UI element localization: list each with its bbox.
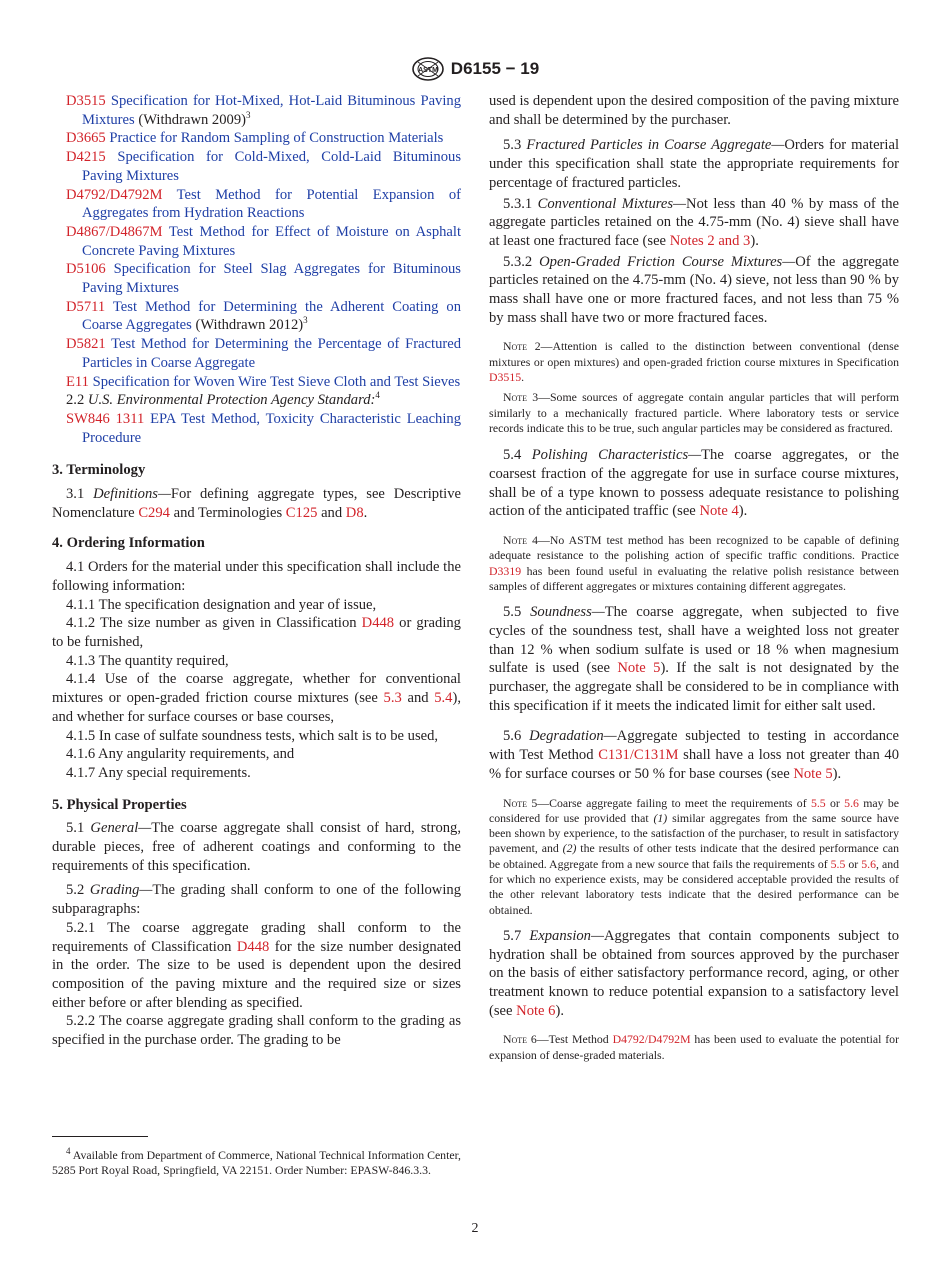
ref-suffix: (Withdrawn 2012) <box>191 317 304 334</box>
link-c294[interactable]: C294 <box>138 504 170 521</box>
ref-link-sw846[interactable]: SW846 1311 <box>66 410 145 427</box>
ref-code-link[interactable]: E11 <box>66 373 89 390</box>
astm-logo-icon <box>411 56 445 82</box>
section-5-5: 5.5 Soundness—The coarse aggregate, when subjected to five cycles of the soundness test, shall have a weighted loss not greater than 12 % when sodium sulfate is used or 18 % when magnesium sulfate is used (see Note 5). If the salt is not designated by the purchaser, the aggregate shall be considered to be in compliance with this specification if it meets the indicated limit for either salt used. <box>489 604 899 714</box>
note-2: Note 2—Attention is called to the distinction between conventional (dense mixtures or open mixtures) and open-graded friction course mixtures in Specification D3515. <box>489 339 900 385</box>
ref-suffix: (Withdrawn 2009) <box>134 111 246 128</box>
ref-code-link[interactable]: D4867/D4867M <box>66 223 163 240</box>
link-5-6-b[interactable]: 5.6 <box>861 856 876 871</box>
left-column <box>52 92 461 1050</box>
section-3-heading: 3. Terminology <box>52 462 146 479</box>
section-4-1: 4.1 Orders for the material under this specification shall include the following information: <box>52 559 461 594</box>
section-5-2-2: 5.2.2 The coarse aggregate grading shall conform to the grading as specified in the purchase order. The grading to be <box>52 1013 461 1049</box>
link-note-4[interactable]: Note 4 <box>699 503 739 520</box>
link-5-4[interactable]: 5.4 <box>434 690 453 707</box>
link-5-5-b[interactable]: 5.5 <box>830 856 846 871</box>
link-note-5-b[interactable]: Note 5 <box>793 765 833 782</box>
ref-title-sw846[interactable]: EPA Test Method, Toxicity Characteristic Leaching Procedure <box>82 410 461 446</box>
reference-item <box>52 148 461 185</box>
ref-code-link[interactable]: D3515 <box>66 93 106 109</box>
section-4-1-6: 4.1.6 Any angularity requirements, and <box>66 746 295 763</box>
link-note-5[interactable]: Note 5 <box>617 660 661 677</box>
ref-code-link[interactable]: D4215 <box>66 149 106 166</box>
reference-item <box>52 298 461 335</box>
section-5-2-1: 5.2.1 The coarse aggregate grading shall conform to the requirements of Classification D448 for the size number designated in the order. The size to be used is dependent upon the desired composition of the paving mixture and the required size or sizes either before or after blending as specified. <box>52 919 461 1011</box>
reference-item <box>52 92 461 129</box>
section-4-1-3: 4.1.3 The quantity required, <box>66 652 229 669</box>
document-id: D6155 − 19 <box>450 59 540 78</box>
note-3: Note 3—Some sources of aggregate contain angular particles that will perform similarly to a mechanically fractured particle. Where laboratory tests or service records indicate this to be true, such angular particles may be considered as fractured. <box>489 390 900 435</box>
section-5-3: 5.3 Fractured Particles in Coarse Aggregate—Orders for material under this specification shall state the appropriate requirements for percentage of fractured particles. <box>489 137 899 191</box>
section-2-2: 2.2 U.S. Environmental Protection Agency Standard:$^4$ <box>66 390 380 409</box>
reference-item <box>52 260 461 297</box>
note-4: Note 4—No ASTM test method has been recognized to be capable of defining adequate resistance to the polishing action of specific traffic conditions. Practice D3319 has been found useful in evaluating the relative polish resistance between samples of different aggregates or mixtures containing different aggregates. <box>489 533 899 593</box>
footnote-4: $^4$ Available from Department of Commerce, National Technical Information Center, 5285 Port Royal Road, Springfield, VA 22151. Order Number: EPASW-846.3.3. <box>52 1146 461 1178</box>
ref-footnote-mark: 3 <box>303 315 308 326</box>
link-d3319[interactable]: D3319 <box>489 563 522 578</box>
ref-code-link[interactable]: D4792/D4792M <box>66 186 163 203</box>
page-number: 2 <box>471 1221 479 1236</box>
section-5-1: 5.1 General—The coarse aggregate shall consist of hard, strong, durable pieces, free of adherent coatings and conforming to the requirements of this specification. <box>52 820 461 874</box>
link-d8[interactable]: D8 <box>345 504 364 521</box>
reference-item <box>52 129 461 148</box>
section-5-3-2: 5.3.2 Open-Graded Friction Course Mixtures—Of the aggregate particles retained on the 4.75-mm (No. 4) sieve, not less than 90 % by mass shall have one or more fractured faces, and not less than 75 % by mass shall have two or more fractured faces. <box>489 253 899 326</box>
note-5: Note 5—Coarse aggregate failing to meet the requirements of 5.5 or 5.6 may be considered for use provided that (1) similar aggregates from the same source have been shown by experience, to the satisfaction of the purchaser, to result in satisfactory pavement, and (2) the results of other tests indicate that the desired performance can be obtained. Aggregate from a new source that fails the requirements of 5.5 or 5.6, and for which no experience exists, may be considered acceptable provided the results of the other relevant laboratory tests indicate that the desired performance can be obtained. <box>489 795 900 917</box>
ref-title-link[interactable]: Specification for Steel Slag Aggregates for Bituminous Paving Mixtures <box>82 261 461 297</box>
section-5-2: 5.2 Grading—The grading shall conform to one of the following subparagraphs: <box>52 882 461 918</box>
logo-text: ASTM <box>417 67 438 74</box>
page-header <box>0 56 950 82</box>
link-notes-2-3[interactable]: Notes 2 and 3 <box>669 232 751 249</box>
link-5-5[interactable]: 5.5 <box>810 795 826 810</box>
section-2-2-title: U.S. Environmental Protection Agency Standard: <box>87 392 376 409</box>
ref-code-link[interactable]: D5106 <box>66 261 106 278</box>
ref-title-link[interactable]: Specification for Woven Wire Test Sieve Cloth and Test Sieves <box>92 373 461 390</box>
section-5-3-1: 5.3.1 Conventional Mixtures—Not less than 40 % by mass of the aggregate particles retained on the 4.75-mm (No. 4) sieve shall have at least one fractured face (see Notes 2 and 3). <box>489 195 899 249</box>
ref-footnote-mark: 3 <box>245 109 251 120</box>
link-d3515[interactable]: D3515 <box>489 370 522 385</box>
reference-item <box>52 186 461 223</box>
reference-item <box>52 223 461 260</box>
ref-title-link[interactable]: Test Method for Determining the Percentage of Fractured Particles in Coarse Aggregate <box>82 336 461 371</box>
section-4-1-5: 4.1.5 In case of sulfate soundness tests, which salt is to be used, <box>66 727 439 744</box>
referenced-documents-list <box>52 92 461 391</box>
section-4-1-4: 4.1.4 Use of the coarse aggregate, whether for conventional mixtures or open-graded friction course mixtures (see 5.3 and 5.4), and whether for surface courses or base courses, <box>52 671 461 725</box>
section-3-1: 3.1 Definitions—For defining aggregate types, see Descriptive Nomenclature C294 and Terminologies C125 and D8. <box>52 486 461 521</box>
link-c131[interactable]: C131/C131M <box>598 747 679 764</box>
right-column <box>489 92 899 1063</box>
reference-sw846 <box>52 410 461 447</box>
ref-title-link[interactable]: Test Method for Potential Expansion of Aggregates from Hydration Reactions <box>82 186 461 222</box>
reference-item <box>52 335 461 372</box>
section-5-4: 5.4 Polishing Characteristics—The coarse aggregates, or the coarsest fraction of the aggregate for use in surface course mixtures, shall be of a type known to possess adequate resistance to polishing action of the anticipated traffic (see Note 4). <box>489 447 899 520</box>
link-d4792[interactable]: D4792/D4792M <box>612 1032 691 1047</box>
link-c125[interactable]: C125 <box>285 504 318 521</box>
note-6: Note 6—Test Method D4792/D4792M has been used to evaluate the potential for expansion of dense-graded materials. <box>489 1032 899 1062</box>
section-4-1-2: 4.1.2 The size number as given in Classification D448 or grading to be furnished, <box>52 615 461 650</box>
ref-code-link[interactable]: D5711 <box>66 298 106 315</box>
link-d448[interactable]: D448 <box>361 615 395 632</box>
reference-item <box>52 373 461 392</box>
section-5-2-2-continued: used is dependent upon the desired composition of the paving mixture and shall be determined by the purchaser. <box>489 93 899 128</box>
ref-title-link[interactable]: Test Method for Effect of Moisture on Asphalt Concrete Paving Mixtures <box>82 223 461 259</box>
link-5-3[interactable]: 5.3 <box>383 690 402 707</box>
section-5-6: 5.6 Degradation—Aggregate subjected to testing in accordance with Test Method C131/C131M shall have a loss not greater than 40 % for surface courses or 50 % for base courses (see Note 5). <box>489 728 900 782</box>
ref-code-link[interactable]: D3665 <box>66 130 106 147</box>
ref-title-link[interactable]: Test Method for Determining the Adherent Coating on Coarse Aggregates <box>82 298 461 334</box>
ref-title-link[interactable]: Specification for Hot-Mixed, Hot-Laid Bituminous Paving Mixtures <box>82 93 461 128</box>
link-5-6[interactable]: 5.6 <box>844 795 859 810</box>
section-4-1-7: 4.1.7 Any special requirements. <box>66 764 251 781</box>
section-4-heading: 4. Ordering Information <box>52 535 205 552</box>
section-5-heading: 5. Physical Properties <box>52 796 187 813</box>
link-note-6[interactable]: Note 6 <box>516 1002 556 1019</box>
ref-code-link[interactable]: D5821 <box>66 336 106 353</box>
ref-title-link[interactable]: Specification for Cold-Mixed, Cold-Laid Bituminous Paving Mixtures <box>82 149 461 184</box>
section-4-1-1: 4.1.1 The specification designation and year of issue, <box>66 596 377 613</box>
section-5-7: 5.7 Expansion—Aggregates that contain components subject to hydration shall be obtained from sources approved by the purchaser on the basis of either satisfactory performance record, aging, or other treatment known to reduce potential expansion to a satisfactory level (see Note 6). <box>489 927 899 1019</box>
link-d448-2[interactable]: D448 <box>236 938 270 955</box>
ref-title-link[interactable]: Practice for Random Sampling of Construction Materials <box>109 130 444 147</box>
footnote-divider <box>52 1136 148 1137</box>
